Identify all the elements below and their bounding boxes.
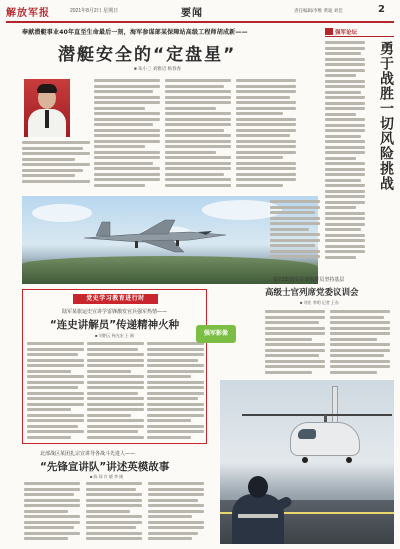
feature-headline[interactable]: “连史讲解员”传递精神火种 xyxy=(49,319,180,331)
commentary-tag: 强军论坛 xyxy=(325,27,394,37)
lower-right-headline[interactable]: 高级士官列席党委议训会 xyxy=(265,288,359,298)
lower-right-body-col-2 xyxy=(330,310,390,376)
feature-body-col-2 xyxy=(87,342,144,441)
party-history-feature-box xyxy=(22,289,207,444)
commentary-headline[interactable]: 勇于战胜一切风险挑战 xyxy=(378,41,394,191)
lead-body-col-1 xyxy=(94,79,160,189)
photo-feature-badge: 强军影像 xyxy=(196,325,236,343)
lead-kicker: 奉献潜艇事业40年直至生命最后一刻，海军参谋部某保障站高级工程师胡成新—— xyxy=(22,29,248,36)
helicopter-deck-photo xyxy=(220,380,394,544)
sailor-figure xyxy=(228,474,288,544)
feature-body-col-3 xyxy=(147,342,204,441)
editors-line: 责任编辑/李维 黄迪 刘佳 xyxy=(294,8,343,13)
bottom-body-col-2 xyxy=(86,482,142,543)
lead-body-col-2 xyxy=(165,79,231,189)
masthead xyxy=(6,4,394,22)
fighter-jet-icon xyxy=(80,216,230,256)
bottom-headline[interactable]: “先锋宣讲队”讲述英模故事 xyxy=(40,461,170,473)
issue-date: 2021年8月2日 星期日 xyxy=(70,8,119,14)
feature-kicker: 陆军某旅运史宣讲学雷锋激发官兵强军热情—— xyxy=(61,309,167,315)
feature-body-col-1 xyxy=(27,342,84,441)
commentary-column xyxy=(325,27,394,257)
bottom-body-col-3 xyxy=(148,482,204,543)
flag-icon xyxy=(325,28,333,35)
lead-byline: ■ 朱小三 刘雅迈 杨春春 xyxy=(134,66,181,71)
masthead-rule xyxy=(6,21,394,23)
feature-byline: ■ 刘朝云 杨光宏 王 刚 xyxy=(95,333,134,338)
feature-banner: 党史学习教育进行时 xyxy=(73,294,158,304)
bottom-body-col-1 xyxy=(24,482,80,543)
portrait-photo xyxy=(24,79,70,137)
portrait-caption xyxy=(22,141,90,185)
bottom-byline: ■ 陈 琛 许 晓 李 刚 xyxy=(90,474,124,479)
jet-side-text xyxy=(270,200,320,261)
lead-body-col-3 xyxy=(236,79,296,189)
helicopter-icon xyxy=(290,422,360,456)
page-number: 2 xyxy=(378,4,385,15)
lower-right-kicker: 第72集团军军部指挥员坚持基层 xyxy=(273,277,345,283)
section-title: 要闻 xyxy=(181,8,203,19)
lower-right-body-col-1 xyxy=(265,310,325,376)
paper-logo: 解放军报 xyxy=(6,8,50,19)
lower-right-byline: ■ 刘宏 李明 记者 王东 xyxy=(300,300,339,305)
bottom-kicker: 北部战区某团扎宗宣讲导各战斗先进人—— xyxy=(40,451,136,457)
commentary-body xyxy=(325,41,365,261)
lead-headline[interactable]: 潜艇安全的“定盘星” xyxy=(58,45,237,65)
